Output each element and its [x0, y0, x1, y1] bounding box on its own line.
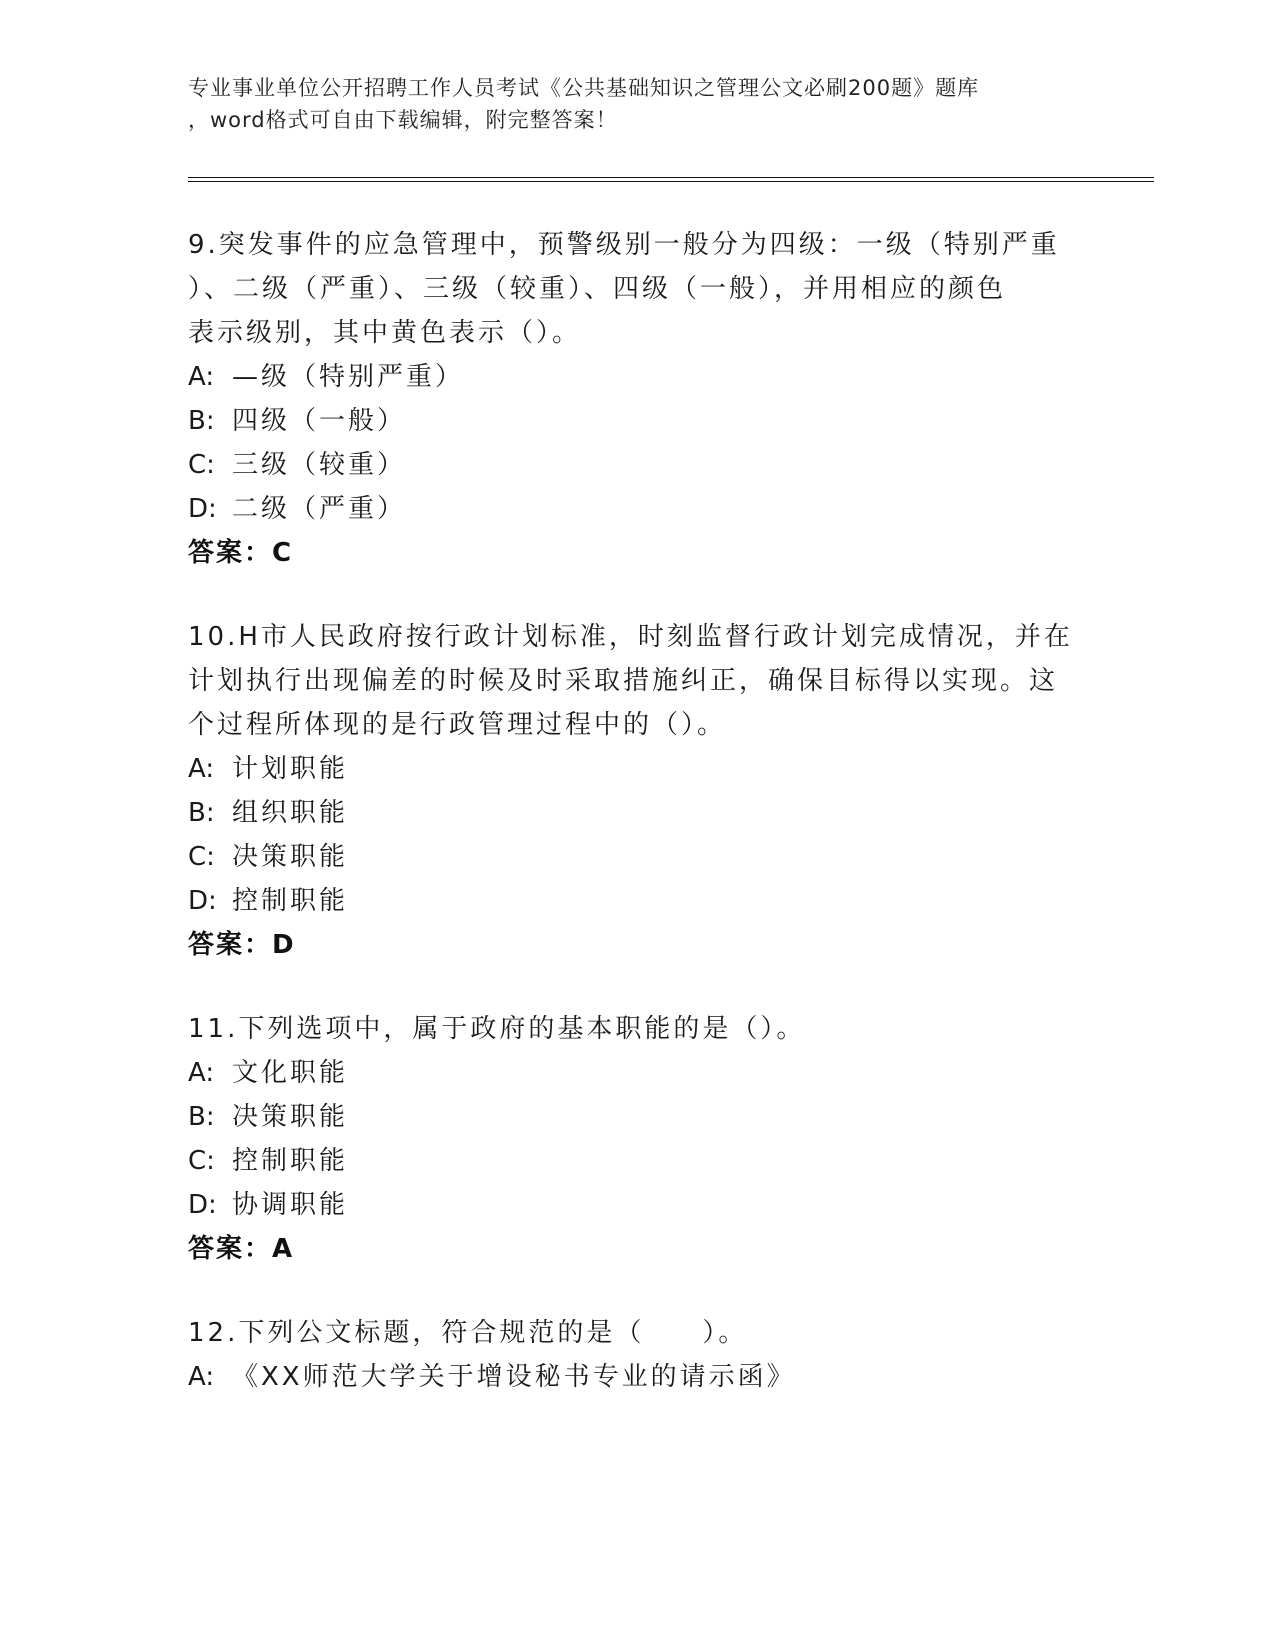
option-c	[188, 442, 406, 488]
option-d	[188, 1182, 348, 1228]
header-double-rule	[188, 177, 1154, 182]
option-key: A:	[188, 1362, 215, 1392]
option-key: D:	[188, 494, 217, 524]
question-stem-line: 10.H市人民政府按行政计划标准，时刻监督行政计划完成情况，并在	[188, 622, 1073, 652]
option-b	[188, 398, 406, 444]
option-text: 组织职能	[232, 798, 349, 828]
question-stem-line: 9.突发事件的应急管理中，预警级别一般分为四级：一级（特别严重	[188, 230, 1060, 260]
option-text: 控制职能	[232, 886, 349, 916]
option-text: 四级（一般）	[232, 406, 407, 436]
header-title-line-2: ，word格式可自由下载编辑，附完整答案！	[188, 108, 618, 132]
option-b	[188, 1094, 348, 1140]
option-key: A:	[188, 754, 215, 784]
answer-label: 答案：C	[188, 538, 294, 568]
option-a	[188, 354, 464, 400]
option-a	[188, 746, 348, 792]
option-key: D:	[188, 1190, 217, 1220]
option-text: —级（特别严重）	[232, 362, 465, 392]
question-stem-line: 个过程所体现的是行政管理过程中的（）。	[188, 710, 727, 740]
answer-label: 答案：A	[188, 1234, 295, 1264]
option-a	[188, 1354, 796, 1400]
question-stem-line: 12.下列公文标题，符合规范的是（ ）。	[188, 1318, 748, 1348]
option-key: B:	[188, 798, 215, 828]
option-a	[188, 1050, 348, 1096]
option-text: 计划职能	[232, 754, 349, 784]
option-text: 文化职能	[232, 1058, 349, 1088]
option-d	[188, 878, 348, 924]
option-text: 三级（较重）	[232, 450, 407, 480]
document-header	[188, 72, 1088, 136]
option-key: D:	[188, 886, 217, 916]
option-text: 控制职能	[232, 1146, 349, 1176]
option-text: 决策职能	[232, 842, 349, 872]
option-c	[188, 1138, 348, 1184]
option-b	[188, 790, 348, 836]
question-stem-line: 表示级别，其中黄色表示（）。	[188, 318, 582, 348]
option-key: B:	[188, 406, 215, 436]
answer-label: 答案：D	[188, 930, 296, 960]
option-d	[188, 486, 406, 532]
option-text: 协调职能	[232, 1190, 349, 1220]
option-text: 《XX师范大学关于增设秘书专业的请示函》	[232, 1362, 796, 1392]
option-text: 二级（严重）	[232, 494, 407, 524]
option-key: A:	[188, 362, 215, 392]
option-key: C:	[188, 1146, 215, 1176]
question-stem-line: 计划执行出现偏差的时候及时采取措施纠正，确保目标得以实现。这	[188, 666, 1059, 696]
header-title-line-1: 专业事业单位公开招聘工作人员考试《公共基础知识之管理公文必刷200题》题库	[188, 76, 980, 100]
option-key: B:	[188, 1102, 215, 1132]
option-key: C:	[188, 450, 215, 480]
question-stem-line: 11.下列选项中，属于政府的基本职能的是（）。	[188, 1014, 806, 1044]
option-key: A:	[188, 1058, 215, 1088]
question-stem-line: ）、二级（严重）、三级（较重）、四级（一般），并用相应的颜色	[188, 274, 1007, 304]
option-text: 决策职能	[232, 1102, 349, 1132]
option-key: C:	[188, 842, 215, 872]
option-c	[188, 834, 348, 880]
